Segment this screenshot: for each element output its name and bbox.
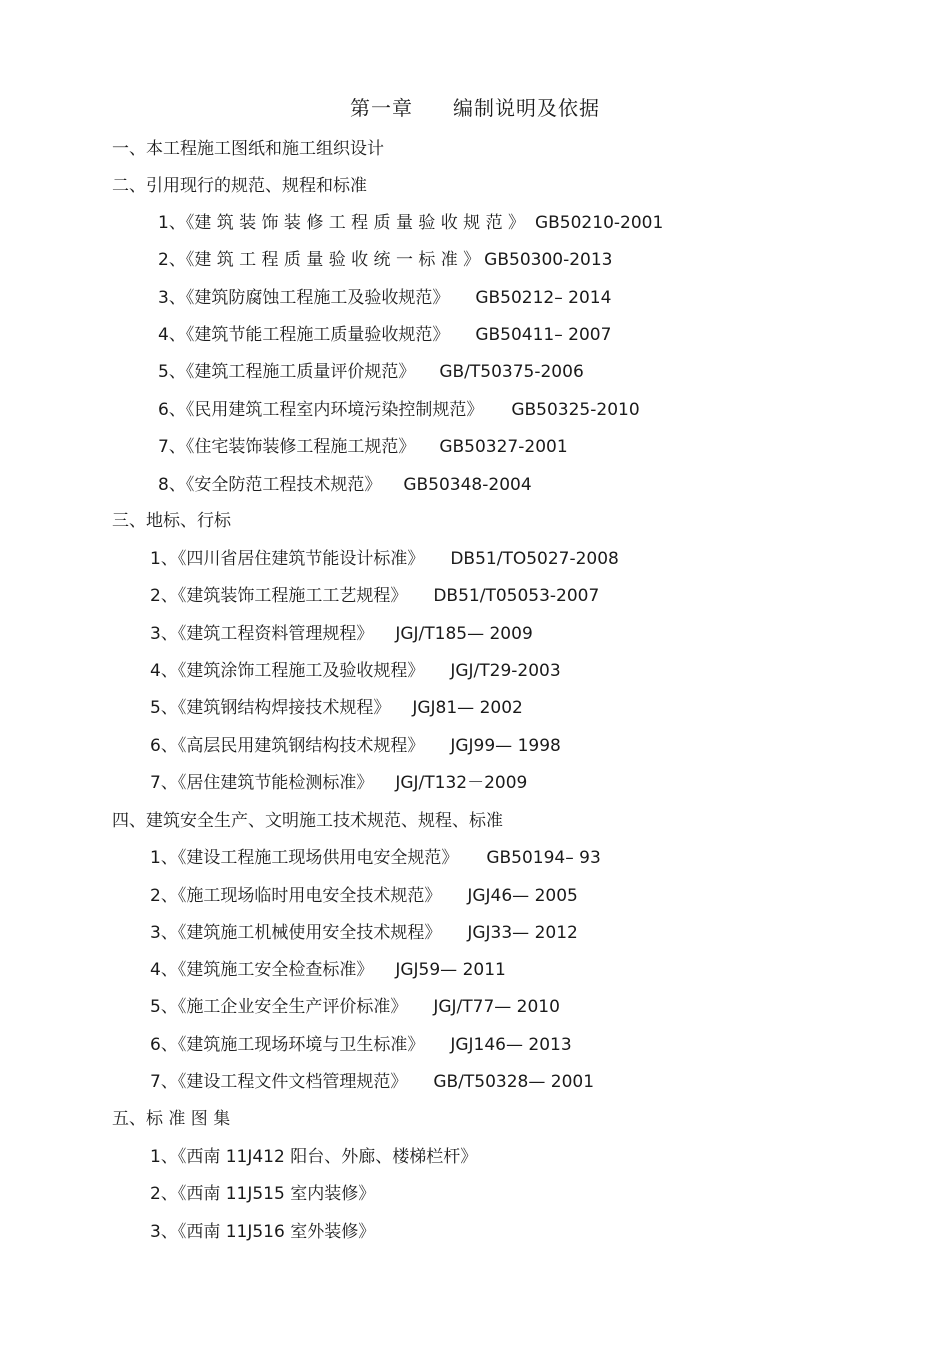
section-heading: 一、本工程施工图纸和施工组织设计: [112, 139, 384, 159]
list-item: [150, 1221, 375, 1243]
standard-code: DB51/TO5027-2008: [450, 549, 619, 569]
standard-code: JGJ146— 2013: [450, 1035, 572, 1055]
standard-code: JGJ33— 2012: [467, 923, 578, 943]
list-item: [150, 735, 561, 757]
standard-title: 2、《施工现场临时用电安全技术规范》: [150, 886, 442, 906]
standard-title: 2、《建 筑 工 程 质 量 验 收 统 一 标 准 》: [158, 250, 481, 270]
standard-code: GB50194– 93: [486, 848, 601, 868]
list-item: [158, 474, 532, 496]
standard-title: 4、《建筑施工安全检查标准》: [150, 960, 374, 980]
standard-title: 6、《高层民用建筑钢结构技术规程》: [150, 736, 425, 756]
standard-code: DB51/T05053-2007: [433, 586, 600, 606]
standard-code: JGJ81— 2002: [412, 698, 523, 718]
standard-code: GB50325-2010: [511, 400, 640, 420]
standard-code: JGJ/T132－2009: [395, 773, 528, 793]
standard-title: 3、《建筑工程资料管理规程》: [150, 624, 374, 644]
list-item: [158, 436, 568, 458]
list-item: [150, 1034, 572, 1056]
standard-title: 5、《建筑钢结构焊接技术规程》: [150, 698, 391, 718]
standard-code: GB/T50328— 2001: [433, 1072, 595, 1092]
standard-code: GB50300-2013: [484, 250, 613, 270]
section-heading: 五、标 准 图 集: [112, 1109, 231, 1129]
atlas-title: 1、《西南 11J412 阳台、外廊、楼梯栏杆》: [150, 1147, 478, 1167]
standard-title: 2、《建筑装饰工程施工工艺规程》: [150, 586, 408, 606]
list-item: [150, 585, 599, 607]
list-item: [150, 959, 506, 981]
standard-code: JGJ99— 1998: [450, 736, 561, 756]
list-item: [150, 548, 619, 570]
standard-code: GB50212– 2014: [475, 288, 612, 308]
atlas-title: 2、《西南 11J515 室内装修》: [150, 1184, 376, 1204]
standard-code: JGJ/T77— 2010: [433, 997, 560, 1017]
standard-title: 6、《民用建筑工程室内环境污染控制规范》: [158, 400, 484, 420]
standard-code: JGJ46— 2005: [467, 886, 578, 906]
standard-title: 5、《施工企业安全生产评价标准》: [150, 997, 408, 1017]
list-item: [158, 249, 613, 271]
standard-title: 3、《建筑施工机械使用安全技术规程》: [150, 923, 442, 943]
list-item: [150, 623, 533, 645]
list-item: [150, 922, 578, 944]
standard-code: GB50411– 2007: [475, 325, 612, 345]
section-heading: 三、地标、行标: [112, 511, 231, 531]
section-heading: 四、建筑安全生产、文明施工技术规范、规程、标准: [112, 811, 503, 831]
standard-title: 5、《建筑工程施工质量评价规范》: [158, 362, 416, 382]
standard-title: 8、《安全防范工程技术规范》: [158, 475, 382, 495]
standard-title: 4、《建筑节能工程施工质量验收规范》: [158, 325, 450, 345]
standard-code: GB50327-2001: [439, 437, 568, 457]
list-item: [150, 660, 561, 682]
standard-code: GB50348-2004: [403, 475, 532, 495]
standard-code: JGJ59— 2011: [395, 960, 506, 980]
list-item: [150, 1146, 477, 1168]
standard-title: 1、《四川省居住建筑节能设计标准》: [150, 549, 425, 569]
standard-code: GB50210-2001: [534, 213, 664, 233]
list-item: [150, 996, 560, 1018]
list-item: [150, 772, 527, 794]
standard-code: JGJ/T185— 2009: [395, 624, 533, 644]
chapter-title: [0, 92, 950, 121]
list-item: [158, 212, 663, 234]
standard-code: JGJ/T29-2003: [450, 661, 561, 681]
standard-title: 6、《建筑施工现场环境与卫生标准》: [150, 1035, 425, 1055]
standard-title: 3、《建筑防腐蚀工程施工及验收规范》: [158, 288, 450, 308]
section-heading: 二、引用现行的规范、规程和标准: [112, 176, 367, 196]
list-item: [150, 1183, 375, 1205]
standard-title: 1、《建 筑 装 饰 装 修 工 程 质 量 验 收 规 范 》: [158, 213, 525, 233]
list-item: [158, 324, 611, 346]
list-item: [150, 885, 578, 907]
list-item: [150, 697, 523, 719]
atlas-title: 3、《西南 11J516 室外装修》: [150, 1222, 376, 1242]
standard-title: 7、《建设工程文件文档管理规范》: [150, 1072, 408, 1092]
list-item: [150, 1071, 594, 1093]
standard-title: 7、《居住建筑节能检测标准》: [150, 773, 374, 793]
standard-title: 1、《建设工程施工现场供用电安全规范》: [150, 848, 459, 868]
standard-code: GB/T50375-2006: [439, 362, 584, 382]
list-item: [150, 847, 601, 869]
standard-title: 7、《住宅装饰装修工程施工规范》: [158, 437, 416, 457]
chapter-label: 第一章: [350, 96, 413, 120]
list-item: [158, 361, 584, 383]
list-item: [158, 399, 640, 421]
standard-title: 4、《建筑涂饰工程施工及验收规程》: [150, 661, 425, 681]
list-item: [158, 287, 611, 309]
chapter-heading: 编制说明及依据: [453, 96, 600, 120]
